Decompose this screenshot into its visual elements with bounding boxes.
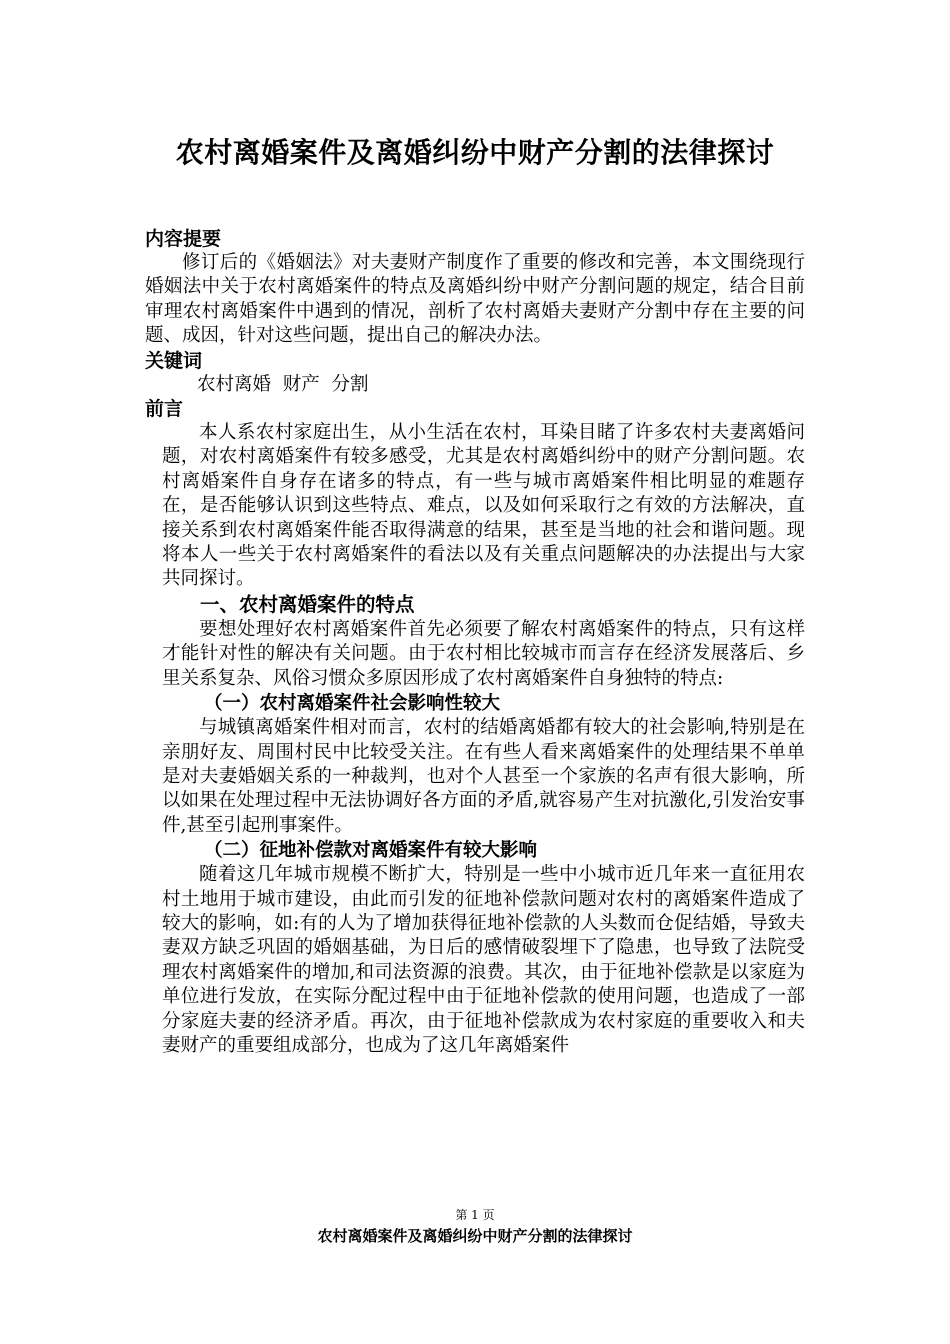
abstract-heading: 内容提要 (145, 228, 222, 250)
keywords-heading: 关键词 (145, 349, 203, 372)
document-body (145, 227, 805, 1058)
page-number: 第 1 页 (455, 1208, 495, 1222)
main-text-block (162, 421, 805, 1058)
section-1-intro-paragraph: 要想处理好农村离婚案件首先必须要了解农村离婚案件的特点，只有这样才能针对性的解决有关问题。由于农村相比较城市而言存在经济发展落后、乡里关系复杂、风俗习惯众多原因形成了农村离婚案件自身独特的特点: (162, 618, 805, 689)
footer-title: 农村离婚案件及离婚纠纷中财产分割的法律探讨 (317, 1227, 633, 1245)
subsection-2-heading: （二）征地补偿款对离婚案件有较大影响 (204, 840, 538, 862)
subsection-1-heading: （一）农村离婚案件社会影响性较大 (204, 693, 501, 715)
page-title: 农村离婚案件及离婚纠纷中财产分割的法律探讨 (175, 136, 775, 169)
keywords-text: 农村离婚 财产 分割 (197, 373, 369, 395)
preface-heading: 前言 (145, 398, 184, 421)
subsection-1-paragraph: 与城镇离婚案件相对而言，农村的结婚离婚都有较大的社会影响,特别是在亲朋好友、周围村民中比较受关注。在有些人看来离婚案件的处理结果不单单是对夫妻婚姻关系的一种裁判，也对个人甚至一个家族的名声有很大影响，所以如果在处理过程中无法协调好各方面的矛盾,就容易产生对抗激化,引发治安事件,甚至引起刑事案件。 (162, 717, 805, 836)
subsection-2-paragraph: 随着这几年城市规模不断扩大，特别是一些中小城市近几年来一直征用农村土地用于城市建设，由此而引发的征地补偿款问题对农村的离婚案件造成了较大的影响，如:有的人为了增加获得征地补偿款的人头数而仓促结婚，导致夫妻双方缺乏巩固的婚姻基础，为日后的感情破裂埋下了隐患，也导致了法院受理农村离婚案件的增加,和司法资源的浪费。其次，由于征地补偿款是以家庭为单位进行发放，在实际分配过程中由于征地补偿款的使用问题，也造成了一部分家庭夫妻的经济矛盾。再次，由于征地补偿款成为农村家庭的重要收入和夫妻财产的重要组成部分，也成为了这几年离婚案件 (162, 864, 805, 1056)
preface-paragraph: 本人系农村家庭出生，从小生活在农村，耳染目睹了许多农村夫妻离婚问题，对农村离婚案件有较多感受，尤其是农村离婚纠纷中的财产分割问题。农村离婚案件自身存在诸多的特点，有一些与城市离婚案件相比明显的难题存在，是否能够认识到这些特点、难点，以及如何采取行之有效的方法解决，直接关系到农村离婚案件能否取得满意的结果，甚至是当地的社会和谐问题。现将本人一些关于农村离婚案件的看法以及有关重点问题解决的办法提出与大家共同探讨。 (162, 422, 805, 590)
section-1-heading: 一、农村离婚案件的特点 (200, 592, 415, 616)
abstract-paragraph: 修订后的《婚姻法》对夫妻财产制度作了重要的修改和完善，本文围绕现行婚姻法中关于农村离婚案件的特点及离婚纠纷中财产分割问题的规定，结合目前审理农村离婚案件中遇到的情况，剖析了农村离婚夫妻财产分割中存在主要的问题、成因，针对这些问题，提出自己的解决办法。 (145, 252, 805, 347)
